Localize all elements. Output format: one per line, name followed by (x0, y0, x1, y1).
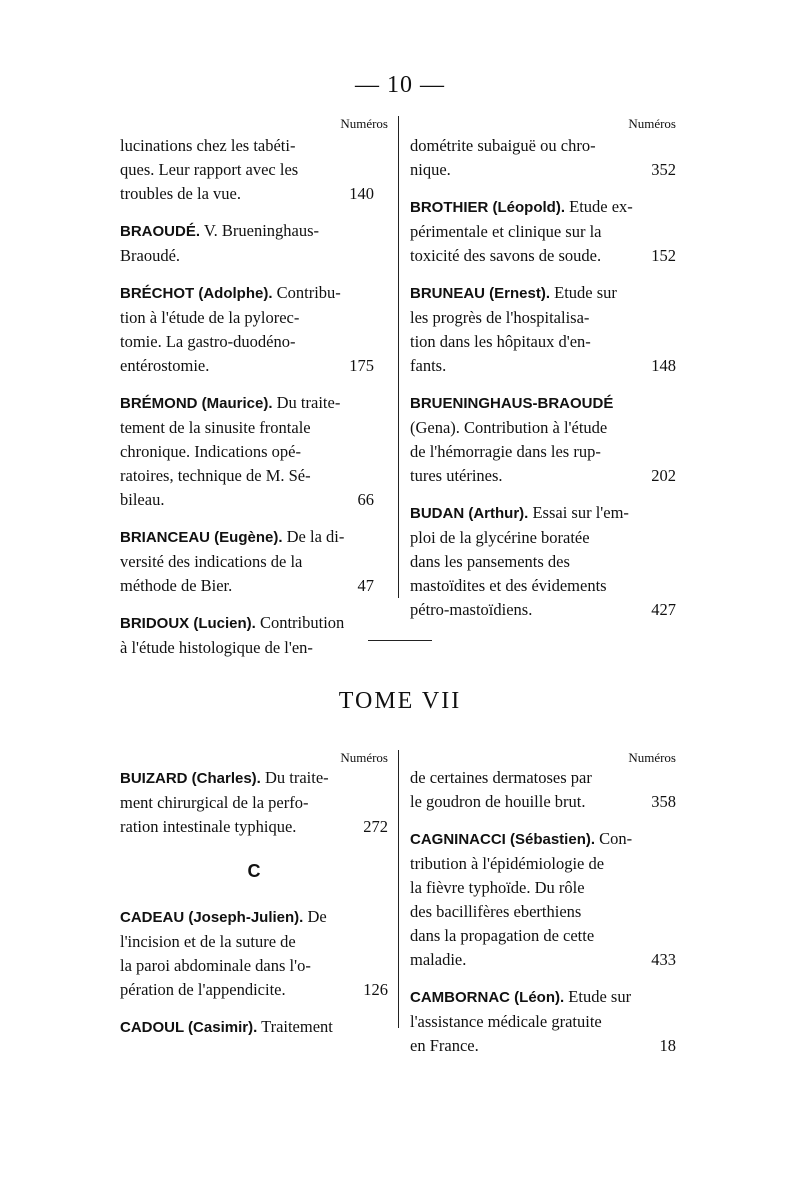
entry-line (410, 134, 676, 158)
entry-line (120, 134, 374, 158)
entry-line (410, 306, 676, 330)
entry-author: BRUENINGHAUS-BRAOUDÉ (410, 395, 614, 412)
index-entry (120, 525, 374, 598)
entry-text: maladie. (410, 950, 467, 969)
index-entry (120, 905, 388, 1002)
entry-text: mastoïdites et des évidements (410, 576, 607, 595)
entry-number: 140 (349, 184, 374, 203)
entry-line (410, 766, 676, 790)
entry-line (120, 1015, 388, 1040)
index-column-top-left (120, 134, 374, 673)
entry-author: BRÉMOND (Maurice). (120, 395, 273, 412)
numeros-label-top-left: Numéros (340, 116, 388, 131)
entry-text: de certaines dermatoses par (410, 768, 592, 787)
entry-line (410, 790, 676, 814)
entry-line (410, 900, 676, 924)
entry-text: ploi de la glycérine boratée (410, 528, 590, 547)
entry-text: tures utérines. (410, 466, 503, 485)
numeros-label-bottom-left: Numéros (340, 750, 388, 765)
entry-text: la paroi abdominale dans l'o- (120, 956, 311, 975)
entry-line (410, 598, 676, 622)
entry-text: tion dans les hôpitaux d'en- (410, 332, 591, 351)
column-divider-top (398, 116, 399, 598)
entry-text: lucinations chez les tabéti- (120, 136, 296, 155)
entry-text: à l'étude histologique de l'en- (120, 638, 313, 657)
entry-number: 272 (363, 817, 388, 836)
entry-line (410, 876, 676, 900)
page-number: — 10 — (355, 72, 445, 98)
entry-line (410, 330, 676, 354)
entry-number: 66 (357, 490, 374, 509)
entry-author: BRIANCEAU (Eugène). (120, 529, 283, 546)
entry-text: (Gena). Contribution à l'étude (410, 418, 608, 437)
entry-text: V. Brueninghaus- (200, 221, 320, 240)
section-letter: C (247, 861, 261, 881)
entry-line (120, 158, 374, 182)
index-entry (120, 391, 374, 512)
entry-text: Con- (595, 829, 633, 848)
index-entry (120, 134, 374, 206)
entry-text: Etude sur (564, 987, 632, 1006)
index-entry (410, 827, 676, 972)
entry-number: 18 (659, 1036, 676, 1055)
entry-author: CADOUL (Casimir). (120, 1019, 258, 1036)
entry-text: dométrite subaiguë ou chro- (410, 136, 596, 155)
entry-text: ratoires, technique de M. Sé- (120, 466, 311, 485)
entry-text: les progrès de l'hospitalisa- (410, 308, 590, 327)
entry-line (410, 501, 676, 526)
index-entry (410, 134, 676, 182)
entry-text: l'incision et de la suture de (120, 932, 296, 951)
entry-number: 148 (651, 356, 676, 375)
entry-number: 433 (651, 950, 676, 969)
entry-line (120, 306, 374, 330)
entry-text: tomie. La gastro-duodéno- (120, 332, 296, 351)
entry-line (120, 464, 374, 488)
entry-author: BUIZARD (Charles). (120, 770, 261, 787)
entry-number: 175 (349, 356, 374, 375)
entry-line (120, 815, 388, 839)
entry-line (410, 281, 676, 306)
entry-text: fants. (410, 356, 447, 375)
entry-line (410, 985, 676, 1010)
entry-line (120, 219, 374, 244)
entry-author: CADEAU (Joseph-Julien). (120, 909, 304, 926)
entry-text: troubles de la vue. (120, 184, 241, 203)
numeros-label-top-right: Numéros (628, 116, 676, 131)
entry-line (120, 766, 388, 791)
entry-line (410, 827, 676, 852)
index-column-bottom-left (120, 766, 388, 1053)
entry-number: 202 (651, 466, 676, 485)
entry-line (410, 1034, 676, 1058)
entry-text: Braoudé. (120, 246, 181, 265)
entry-line (120, 550, 374, 574)
entry-line (410, 244, 676, 268)
entry-text: chronique. Indications opé- (120, 442, 301, 461)
entry-text: en France. (410, 1036, 479, 1055)
entry-line (120, 488, 374, 512)
entry-text: Contribu- (272, 283, 341, 302)
entry-text: tement de la sinusite frontale (120, 418, 311, 437)
entry-text: Essai sur l'em- (528, 503, 629, 522)
entry-line (410, 391, 676, 416)
entry-text: pétro-mastoïdiens. (410, 600, 533, 619)
entry-author: BRUNEAU (Ernest). (410, 285, 551, 302)
entry-line (120, 611, 374, 636)
entry-text: des bacillifères eberthiens (410, 902, 582, 921)
entry-text: Contribution (255, 613, 345, 632)
entry-text: De (303, 907, 327, 926)
entry-text: pération de l'appendicite. (120, 980, 286, 999)
entry-line (120, 182, 374, 206)
entry-author: CAMBORNAC (Léon). (410, 989, 565, 1006)
entry-text: l'assistance médicale gratuite (410, 1012, 602, 1031)
entry-line (410, 220, 676, 244)
entry-line (120, 954, 388, 978)
entry-line (410, 574, 676, 598)
index-entry (410, 766, 676, 814)
index-entry (410, 391, 676, 488)
entry-line (410, 526, 676, 550)
entry-text: la fièvre typhoïde. Du rôle (410, 878, 585, 897)
entry-line (410, 852, 676, 876)
entry-line (120, 930, 388, 954)
entry-text: entérostomie. (120, 356, 210, 375)
entry-text: périmentale et clinique sur la (410, 222, 602, 241)
entry-text: De la di- (282, 527, 345, 546)
section-separator (368, 640, 432, 641)
entry-line (410, 158, 676, 182)
index-entry (120, 611, 374, 660)
entry-line (120, 440, 374, 464)
index-entry (120, 219, 374, 268)
entry-number: 126 (363, 980, 388, 999)
entry-author: BRAOUDÉ. (120, 223, 201, 240)
entry-text: versité des indications de la (120, 552, 303, 571)
entry-text: méthode de Bier. (120, 576, 233, 595)
entry-line (120, 391, 374, 416)
entry-text: tion à l'étude de la pylorec- (120, 308, 300, 327)
entry-line (120, 574, 374, 598)
entry-text: Traitement (257, 1017, 333, 1036)
entry-line (120, 281, 374, 306)
entry-line (120, 244, 374, 268)
entry-text: de l'hémorragie dans les rup- (410, 442, 601, 461)
index-entry (120, 766, 388, 839)
entry-text: Etude sur (550, 283, 617, 302)
entry-line (410, 195, 676, 220)
entry-author: BRÉCHOT (Adolphe). (120, 285, 273, 302)
index-entry (410, 985, 676, 1058)
entry-text: ration intestinale typhique. (120, 817, 297, 836)
index-entry (410, 195, 676, 268)
entry-text: ment chirurgical de la perfo- (120, 793, 309, 812)
entry-line (410, 924, 676, 948)
entry-line (410, 550, 676, 574)
entry-line (410, 416, 676, 440)
entry-text: nique. (410, 160, 451, 179)
entry-text: tribution à l'épidémiologie de (410, 854, 605, 873)
entry-line (120, 905, 388, 930)
index-entry (410, 501, 676, 622)
entry-line (120, 354, 374, 378)
column-divider-bottom (398, 750, 399, 1028)
entry-number: 152 (651, 246, 676, 265)
entry-line (120, 791, 388, 815)
entry-number: 358 (651, 792, 676, 811)
numeros-label-bottom-right: Numéros (628, 750, 676, 765)
entry-text: toxicité des savons de soude. (410, 246, 602, 265)
entry-line (410, 1010, 676, 1034)
index-entry (120, 281, 374, 378)
entry-line (410, 464, 676, 488)
entry-line (410, 354, 676, 378)
entry-author: BUDAN (Arthur). (410, 505, 529, 522)
entry-text: bileau. (120, 490, 165, 509)
entry-number: 352 (651, 160, 676, 179)
entry-line (120, 978, 388, 1002)
entry-text: dans les pansements des (410, 552, 570, 571)
index-column-bottom-right (410, 766, 676, 1071)
index-entry (120, 1015, 388, 1040)
index-column-top-right (410, 134, 676, 635)
entry-line (120, 416, 374, 440)
entry-number: 427 (651, 600, 676, 619)
entry-text: dans la propagation de cette (410, 926, 595, 945)
entry-line (120, 636, 374, 660)
entry-text: le goudron de houille brut. (410, 792, 586, 811)
entry-text: Du traite- (272, 393, 341, 412)
entry-text: ques. Leur rapport avec les (120, 160, 299, 179)
entry-line (410, 440, 676, 464)
entry-line (410, 948, 676, 972)
index-entry (410, 281, 676, 378)
entry-line (120, 330, 374, 354)
entry-line (120, 525, 374, 550)
entry-number: 47 (357, 576, 374, 595)
entry-author: BRIDOUX (Lucien). (120, 615, 256, 632)
entry-author: CAGNINACCI (Sébastien). (410, 831, 596, 848)
entry-text: Du traite- (260, 768, 329, 787)
entry-author: BROTHIER (Léopold). (410, 199, 565, 216)
entry-text: Etude ex- (564, 197, 633, 216)
tome-title: TOME VII (338, 688, 462, 714)
